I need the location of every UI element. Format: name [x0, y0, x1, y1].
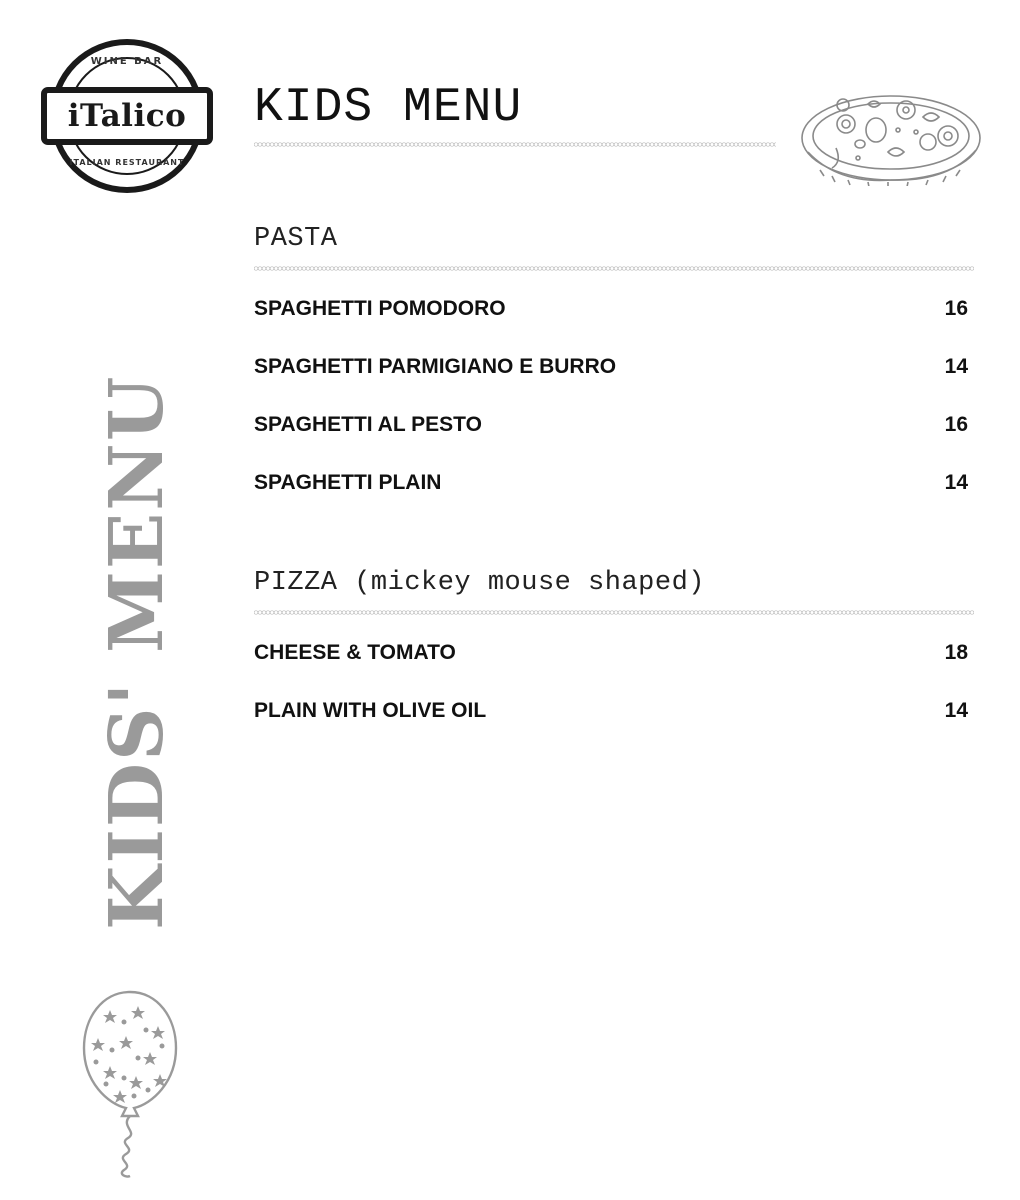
pizza-icon: [798, 92, 984, 186]
balloon-icon: [80, 986, 180, 1182]
restaurant-logo: [40, 38, 214, 194]
menu-section-pizza: [254, 570, 974, 740]
item-price: 14: [944, 699, 968, 722]
menu-item: [254, 338, 974, 396]
page-title: KIDS MENU: [254, 81, 523, 135]
menu-section-pasta: [254, 226, 974, 512]
item-name: SPAGHETTI PLAIN: [254, 471, 442, 494]
logo-top-text: WINE BAR: [90, 56, 164, 67]
item-price: 14: [944, 355, 968, 378]
item-price: 16: [944, 413, 968, 436]
item-name: PLAIN WITH OLIVE OIL: [254, 699, 487, 722]
section-divider: [254, 265, 974, 272]
menu-item: [254, 396, 974, 454]
item-name: CHEESE & TOMATO: [254, 641, 456, 664]
item-name: SPAGHETTI POMODORO: [254, 297, 506, 320]
item-name: SPAGHETTI AL PESTO: [254, 413, 482, 436]
menu-item: [254, 454, 974, 512]
section-title: PASTA: [254, 224, 338, 254]
section-divider: [254, 609, 974, 616]
title-divider: [254, 141, 776, 148]
item-name: SPAGHETTI PARMIGIANO E BURRO: [254, 355, 617, 378]
section-title: PIZZA (mickey mouse shaped): [254, 568, 705, 598]
item-price: 14: [944, 471, 968, 494]
menu-item: [254, 682, 974, 740]
menu-item: [254, 624, 974, 682]
vertical-kids-menu-title: KIDS' MENU: [94, 374, 180, 930]
item-price: 16: [944, 297, 968, 320]
logo-wordmark: iTalico: [67, 98, 187, 134]
logo-bottom-text: ITALIAN RESTAURANT: [69, 158, 185, 167]
menu-item: [254, 280, 974, 338]
item-price: 18: [944, 641, 968, 664]
